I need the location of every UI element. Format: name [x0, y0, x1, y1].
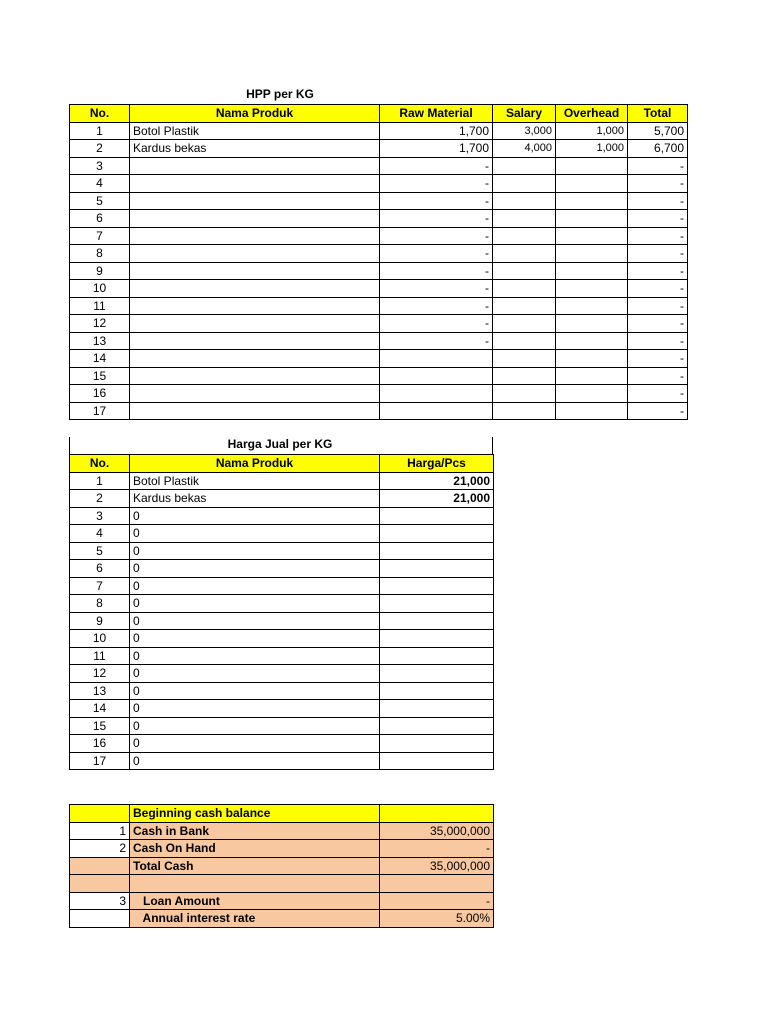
hpp-cell-total: - [628, 297, 688, 315]
hpp-row [70, 210, 688, 228]
hpp-cell-total: - [628, 402, 688, 420]
hpp-header-name: Nama Produk [130, 105, 380, 123]
hpp-cell-raw: - [380, 175, 493, 193]
harga-cell-price [380, 752, 494, 770]
hpp-cell-name [130, 332, 380, 350]
harga-cell-name: 0 [130, 577, 380, 595]
hpp-cell-salary [493, 262, 556, 280]
harga-cell-name: 0 [130, 595, 380, 613]
hpp-cell-salary [493, 402, 556, 420]
cash-cell-value: - [380, 840, 494, 858]
hpp-row [70, 402, 688, 420]
hpp-cell-salary [493, 315, 556, 333]
harga-cell-name: Kardus bekas [130, 490, 380, 508]
hpp-header-total: Total [628, 105, 688, 123]
harga-cell-no: 1 [70, 472, 130, 490]
cash-cell-value: - [380, 892, 494, 910]
harga-right-line [492, 437, 493, 454]
harga-cell-no: 3 [70, 507, 130, 525]
cash-cell-no [70, 910, 130, 928]
hpp-cell-no: 17 [70, 402, 130, 420]
cash-cell-value: 5.00% [380, 910, 494, 928]
hpp-cell-salary [493, 210, 556, 228]
harga-title: Harga Jual per KG [227, 437, 333, 451]
cash-cell-label: Cash in Bank [130, 822, 380, 840]
hpp-cell-salary [493, 367, 556, 385]
hpp-row [70, 175, 688, 193]
hpp-cell-overhead [556, 315, 628, 333]
hpp-cell-name: Botol Plastik [130, 122, 380, 140]
hpp-header-raw: Raw Material [380, 105, 493, 123]
hpp-cell-raw: - [380, 315, 493, 333]
hpp-cell-name [130, 315, 380, 333]
harga-cell-no: 11 [70, 647, 130, 665]
hpp-cell-salary [493, 157, 556, 175]
hpp-cell-overhead [556, 350, 628, 368]
hpp-cell-raw: - [380, 280, 493, 298]
hpp-cell-total: - [628, 332, 688, 350]
harga-cell-price [380, 665, 494, 683]
harga-cell-price [380, 630, 494, 648]
hpp-cell-overhead [556, 297, 628, 315]
hpp-cell-raw: - [380, 332, 493, 350]
hpp-cell-overhead [556, 175, 628, 193]
harga-row [70, 752, 494, 770]
harga-cell-name: 0 [130, 752, 380, 770]
harga-row [70, 472, 494, 490]
hpp-row [70, 367, 688, 385]
hpp-row [70, 122, 688, 140]
hpp-cell-no: 14 [70, 350, 130, 368]
hpp-cell-total: - [628, 175, 688, 193]
hpp-row [70, 297, 688, 315]
hpp-row [70, 350, 688, 368]
hpp-cell-overhead [556, 192, 628, 210]
hpp-cell-raw [380, 402, 493, 420]
harga-cell-price: 21,000 [380, 490, 494, 508]
cash-header-label: Beginning cash balance [130, 805, 380, 823]
harga-cell-no: 13 [70, 682, 130, 700]
harga-cell-name: 0 [130, 717, 380, 735]
hpp-cell-name [130, 210, 380, 228]
harga-cell-no: 17 [70, 752, 130, 770]
cash-row [70, 822, 494, 840]
hpp-row [70, 157, 688, 175]
hpp-cell-no: 13 [70, 332, 130, 350]
hpp-header-row [70, 105, 688, 123]
hpp-cell-no: 2 [70, 140, 130, 158]
harga-cell-no: 2 [70, 490, 130, 508]
cash-cell-label: Cash On Hand [130, 840, 380, 858]
hpp-cell-no: 12 [70, 315, 130, 333]
hpp-cell-no: 16 [70, 385, 130, 403]
harga-row [70, 647, 494, 665]
hpp-cell-raw: - [380, 192, 493, 210]
harga-row [70, 577, 494, 595]
hpp-cell-salary [493, 192, 556, 210]
hpp-cell-total: - [628, 262, 688, 280]
harga-cell-no: 7 [70, 577, 130, 595]
hpp-cell-no: 4 [70, 175, 130, 193]
harga-header-no: No. [70, 455, 130, 473]
harga-cell-name: 0 [130, 542, 380, 560]
cash-header-row [70, 805, 494, 823]
harga-cell-no: 15 [70, 717, 130, 735]
hpp-cell-no: 11 [70, 297, 130, 315]
hpp-cell-name [130, 350, 380, 368]
hpp-cell-total: - [628, 385, 688, 403]
hpp-header-salary: Salary [493, 105, 556, 123]
cash-cell-label: Loan Amount [130, 892, 380, 910]
hpp-cell-name [130, 227, 380, 245]
hpp-cell-salary [493, 350, 556, 368]
cash-header-no [70, 805, 130, 823]
harga-cell-no: 14 [70, 700, 130, 718]
cash-row [70, 857, 494, 875]
cash-cell-label [130, 875, 380, 893]
cash-cell-label: Total Cash [130, 857, 380, 875]
hpp-cell-overhead [556, 210, 628, 228]
harga-cell-price [380, 647, 494, 665]
hpp-cell-raw [380, 350, 493, 368]
hpp-cell-total: - [628, 157, 688, 175]
harga-cell-name: 0 [130, 647, 380, 665]
harga-cell-name: 0 [130, 612, 380, 630]
hpp-cell-no: 8 [70, 245, 130, 263]
hpp-row [70, 192, 688, 210]
hpp-cell-raw: - [380, 227, 493, 245]
hpp-cell-overhead [556, 332, 628, 350]
harga-cell-price [380, 507, 494, 525]
hpp-cell-no: 5 [70, 192, 130, 210]
hpp-cell-overhead [556, 245, 628, 263]
hpp-cell-no: 6 [70, 210, 130, 228]
hpp-cell-raw: 1,700 [380, 140, 493, 158]
hpp-cell-no: 9 [70, 262, 130, 280]
hpp-cell-salary [493, 332, 556, 350]
hpp-cell-total: - [628, 210, 688, 228]
harga-cell-name: 0 [130, 560, 380, 578]
hpp-cell-no: 1 [70, 122, 130, 140]
harga-cell-price [380, 682, 494, 700]
hpp-cell-overhead [556, 262, 628, 280]
hpp-cell-total: - [628, 227, 688, 245]
cash-header-value [380, 805, 494, 823]
cash-row [70, 910, 494, 928]
harga-row [70, 700, 494, 718]
hpp-cell-salary [493, 227, 556, 245]
hpp-header-overhead: Overhead [556, 105, 628, 123]
hpp-cell-name [130, 262, 380, 280]
hpp-cell-overhead [556, 367, 628, 385]
harga-row [70, 595, 494, 613]
hpp-cell-salary [493, 297, 556, 315]
hpp-cell-overhead: 1,000 [556, 122, 628, 140]
harga-cell-no: 9 [70, 612, 130, 630]
hpp-cell-name [130, 402, 380, 420]
harga-row [70, 525, 494, 543]
hpp-cell-no: 7 [70, 227, 130, 245]
harga-row [70, 490, 494, 508]
hpp-cell-salary [493, 175, 556, 193]
harga-cell-no: 4 [70, 525, 130, 543]
harga-cell-no: 6 [70, 560, 130, 578]
harga-cell-name: Botol Plastik [130, 472, 380, 490]
hpp-cell-overhead [556, 280, 628, 298]
harga-cell-no: 10 [70, 630, 130, 648]
harga-cell-price [380, 577, 494, 595]
harga-cell-no: 16 [70, 735, 130, 753]
harga-cell-name: 0 [130, 682, 380, 700]
harga-row [70, 507, 494, 525]
harga-cell-price [380, 735, 494, 753]
hpp-cell-no: 3 [70, 157, 130, 175]
harga-cell-name: 0 [130, 630, 380, 648]
hpp-cell-raw: - [380, 245, 493, 263]
hpp-cell-name [130, 367, 380, 385]
cash-row [70, 875, 494, 893]
hpp-table [69, 104, 688, 420]
harga-cell-price: 21,000 [380, 472, 494, 490]
harga-cell-price [380, 612, 494, 630]
hpp-cell-raw [380, 367, 493, 385]
hpp-cell-total: - [628, 350, 688, 368]
cash-cell-no [70, 857, 130, 875]
cash-cell-no: 2 [70, 840, 130, 858]
hpp-cell-raw: - [380, 297, 493, 315]
harga-cell-price [380, 595, 494, 613]
hpp-cell-total: - [628, 315, 688, 333]
cash-row [70, 892, 494, 910]
harga-cell-name: 0 [130, 525, 380, 543]
hpp-cell-name [130, 192, 380, 210]
hpp-cell-overhead [556, 402, 628, 420]
hpp-cell-overhead [556, 385, 628, 403]
harga-row [70, 560, 494, 578]
harga-row [70, 630, 494, 648]
hpp-row [70, 227, 688, 245]
hpp-cell-total: - [628, 280, 688, 298]
hpp-row [70, 140, 688, 158]
harga-row [70, 612, 494, 630]
harga-cell-price [380, 542, 494, 560]
cash-cell-no: 1 [70, 822, 130, 840]
harga-header-name: Nama Produk [130, 455, 380, 473]
hpp-cell-no: 10 [70, 280, 130, 298]
hpp-cell-name [130, 245, 380, 263]
harga-cell-name: 0 [130, 700, 380, 718]
harga-cell-no: 8 [70, 595, 130, 613]
cash-table [69, 804, 494, 928]
harga-cell-price [380, 700, 494, 718]
harga-row [70, 665, 494, 683]
hpp-cell-name [130, 280, 380, 298]
harga-cell-price [380, 717, 494, 735]
hpp-row [70, 332, 688, 350]
hpp-row [70, 262, 688, 280]
hpp-cell-salary [493, 280, 556, 298]
hpp-cell-overhead [556, 227, 628, 245]
cash-row [70, 840, 494, 858]
hpp-cell-raw: - [380, 210, 493, 228]
cash-cell-no [70, 875, 130, 893]
hpp-cell-overhead: 1,000 [556, 140, 628, 158]
hpp-cell-raw: 1,700 [380, 122, 493, 140]
harga-row [70, 682, 494, 700]
hpp-cell-salary [493, 385, 556, 403]
cash-cell-value [380, 875, 494, 893]
hpp-cell-name [130, 175, 380, 193]
harga-row [70, 717, 494, 735]
hpp-cell-total: - [628, 192, 688, 210]
hpp-cell-salary: 4,000 [493, 140, 556, 158]
harga-header-price: Harga/Pcs [380, 455, 494, 473]
harga-cell-name: 0 [130, 665, 380, 683]
hpp-cell-name [130, 385, 380, 403]
harga-cell-no: 5 [70, 542, 130, 560]
harga-left-line [69, 437, 70, 454]
harga-row [70, 542, 494, 560]
hpp-cell-salary: 3,000 [493, 122, 556, 140]
hpp-cell-total: 5,700 [628, 122, 688, 140]
hpp-row [70, 385, 688, 403]
hpp-cell-total: 6,700 [628, 140, 688, 158]
hpp-title: HPP per KG [246, 87, 314, 101]
hpp-cell-overhead [556, 157, 628, 175]
harga-table [69, 454, 494, 770]
harga-cell-price [380, 560, 494, 578]
hpp-cell-no: 15 [70, 367, 130, 385]
harga-cell-name: 0 [130, 507, 380, 525]
hpp-row [70, 280, 688, 298]
hpp-cell-raw: - [380, 157, 493, 175]
hpp-cell-salary [493, 245, 556, 263]
hpp-header-no: No. [70, 105, 130, 123]
cash-cell-value: 35,000,000 [380, 857, 494, 875]
hpp-cell-raw [380, 385, 493, 403]
hpp-cell-total: - [628, 367, 688, 385]
harga-header-row [70, 455, 494, 473]
hpp-cell-name [130, 297, 380, 315]
cash-cell-no: 3 [70, 892, 130, 910]
hpp-cell-total: - [628, 245, 688, 263]
harga-row [70, 735, 494, 753]
hpp-cell-raw: - [380, 262, 493, 280]
cash-cell-value: 35,000,000 [380, 822, 494, 840]
harga-cell-no: 12 [70, 665, 130, 683]
cash-cell-label: Annual interest rate [130, 910, 380, 928]
harga-cell-name: 0 [130, 735, 380, 753]
harga-cell-price [380, 525, 494, 543]
hpp-cell-name [130, 157, 380, 175]
hpp-row [70, 315, 688, 333]
hpp-row [70, 245, 688, 263]
hpp-cell-name: Kardus bekas [130, 140, 380, 158]
